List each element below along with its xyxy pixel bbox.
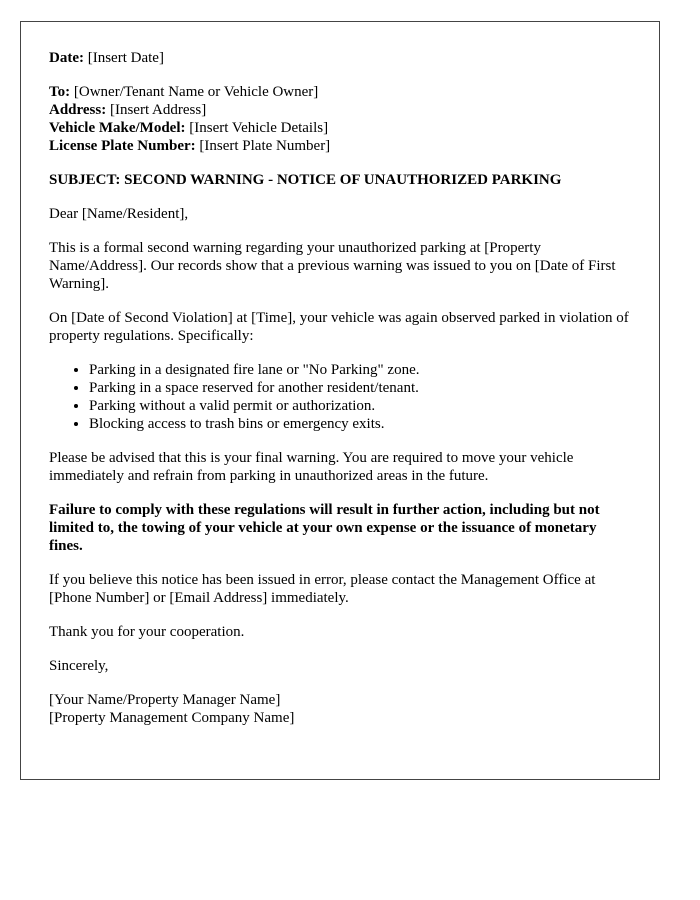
date-value: [Insert Date] (83, 50, 164, 66)
plate-row (49, 137, 631, 155)
signature-block (49, 691, 631, 727)
date-line (49, 49, 631, 67)
to-value: [Owner/Tenant Name or Vehicle Owner] (70, 84, 319, 100)
violations-list (49, 361, 631, 433)
signature-name: [Your Name/Property Manager Name] (49, 692, 281, 708)
address-value: [Insert Address] (106, 102, 207, 118)
plate-label: License Plate Number: (49, 138, 196, 154)
address-label: Address: (49, 102, 107, 118)
date-label: Date: (49, 50, 84, 66)
vehicle-value: [Insert Vehicle Details] (185, 120, 329, 136)
vehicle-row (49, 119, 631, 137)
warning-paragraph: Failure to comply with these regulations will result in further action, including but not limited to, the towing of your vehicle at your own expense or the issuance of monetary fines. (49, 502, 600, 554)
recipient-block (49, 83, 631, 155)
paragraph-contact: If you believe this notice has been issued in error, please contact the Management Office at [Phone Number] or [Email Address] immediately. (49, 572, 596, 606)
list-item: • Parking in a designated fire lane or "No Parking" zone. (89, 361, 631, 379)
thanks-line: Thank you for your cooperation. (49, 624, 245, 640)
signature-company: [Property Management Company Name] (49, 710, 295, 726)
list-item: • Parking without a valid permit or authorization. (89, 397, 631, 415)
paragraph-intro: This is a formal second warning regarding your unauthorized parking at [Property Name/Address]. Our records show that a previous warning was issued to you on [Date of First Warning]. (49, 240, 616, 292)
letter (20, 21, 660, 780)
paragraph-violation: On [Date of Second Violation] at [Time], your vehicle was again observed parked in violation of property regulations. Specifically: (49, 310, 629, 344)
vehicle-label: Vehicle Make/Model: (49, 120, 186, 136)
date-row (49, 49, 631, 67)
address-row (49, 101, 631, 119)
to-label: To: (49, 84, 71, 100)
paragraph-final-warning: Please be advised that this is your final warning. You are required to move your vehicle immediately and refrain from parking in unauthorized areas in the future. (49, 450, 574, 484)
salutation: Dear [Name/Resident], (49, 206, 189, 222)
subject-line: SUBJECT: SECOND WARNING - NOTICE OF UNAUTHORIZED PARKING (49, 172, 562, 188)
plate-value: [Insert Plate Number] (195, 138, 331, 154)
closing-line: Sincerely, (49, 658, 109, 674)
list-item: • Parking in a space reserved for another resident/tenant. (89, 379, 631, 397)
list-item: • Blocking access to trash bins or emergency exits. (89, 415, 631, 433)
to-row (49, 83, 631, 101)
